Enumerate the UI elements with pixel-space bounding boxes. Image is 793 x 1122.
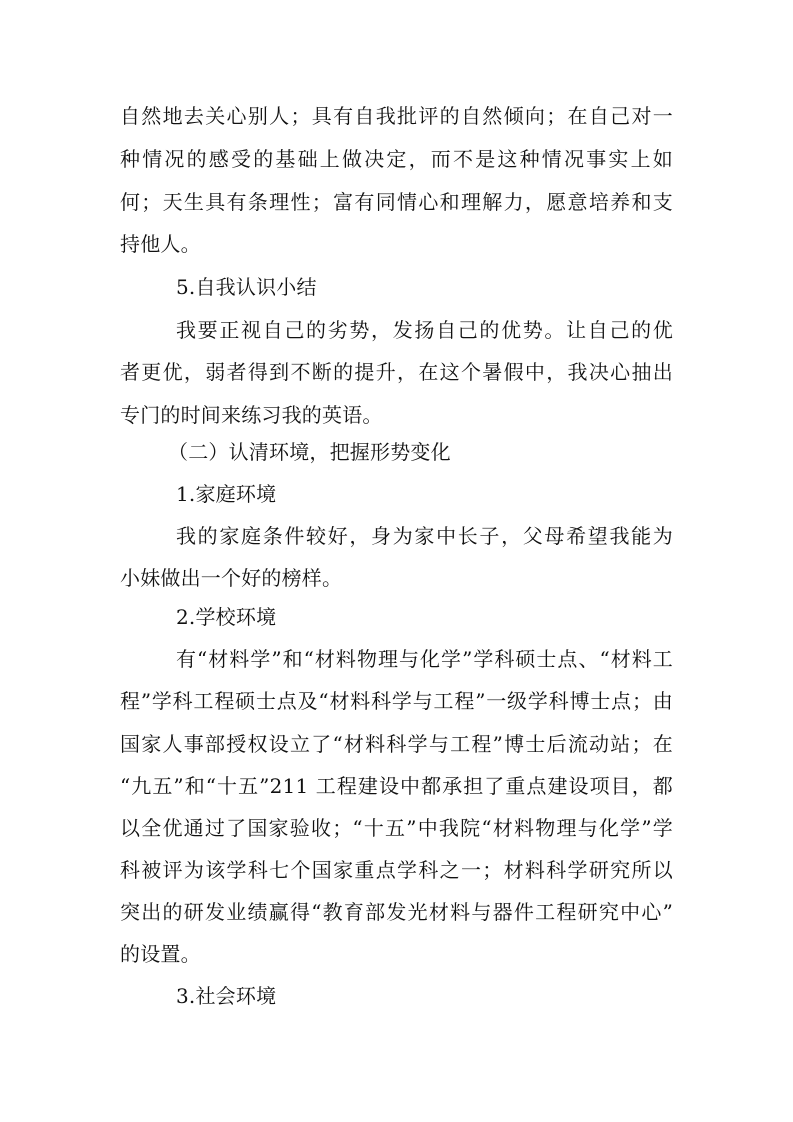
body-text-line: 者更优，弱者得到不断的提升，在这个暑假中，我决心抽出: [120, 360, 673, 384]
body-text-line: 程”学科工程硕士点及“材料科学与工程”一级学科博士点；由: [120, 689, 673, 713]
body-text-line: 种情况的感受的基础上做决定，而不是这种情况事实上如: [120, 147, 673, 171]
body-text-line: 以全优通过了国家验收；“十五”中我院“材料物理与化学”学: [120, 816, 673, 840]
body-text-line: 有“材料学”和“材料物理与化学”学科硕士点、“材料工: [176, 647, 673, 671]
body-text-line: 小妹做出一个好的榜样。: [120, 566, 343, 590]
subsection-heading: 2.学校环境: [176, 605, 277, 629]
subsection-heading: 3.社会环境: [176, 984, 277, 1008]
body-text-line: 国家人事部授权设立了“材料科学与工程”博士后流动站；在: [120, 732, 673, 756]
body-text-line: “九五”和“十五”211 工程建设中都承担了重点建设项目，都: [120, 774, 673, 798]
body-text-line: 我的家庭条件较好，身为家中长子，父母希望我能为: [176, 524, 673, 548]
body-text-line: 突出的研发业绩赢得“教育部发光材料与器件工程研究中心”: [120, 900, 673, 924]
body-text-line: 专门的时间来练习我的英语。: [120, 403, 383, 427]
body-text-line: 我要正视自己的劣势，发扬自己的优势。让自己的优: [176, 318, 673, 342]
body-text-line: 自然地去关心别人；具有自我批评的自然倾向；在自己对一: [120, 104, 673, 128]
section-heading: 5.自我认识小结: [176, 275, 317, 299]
section-heading: （二）认清环境，把握形势变化: [168, 440, 451, 464]
subsection-heading: 1.家庭环境: [176, 482, 277, 506]
body-text-line: 的设置。: [120, 942, 201, 966]
body-text-line: 科被评为该学科七个国家重点学科之一；材料科学研究所以: [120, 858, 673, 882]
body-text-line: 何；天生具有条理性；富有同情心和理解力，愿意培养和支: [120, 190, 673, 214]
body-text-line: 持他人。: [120, 232, 201, 256]
